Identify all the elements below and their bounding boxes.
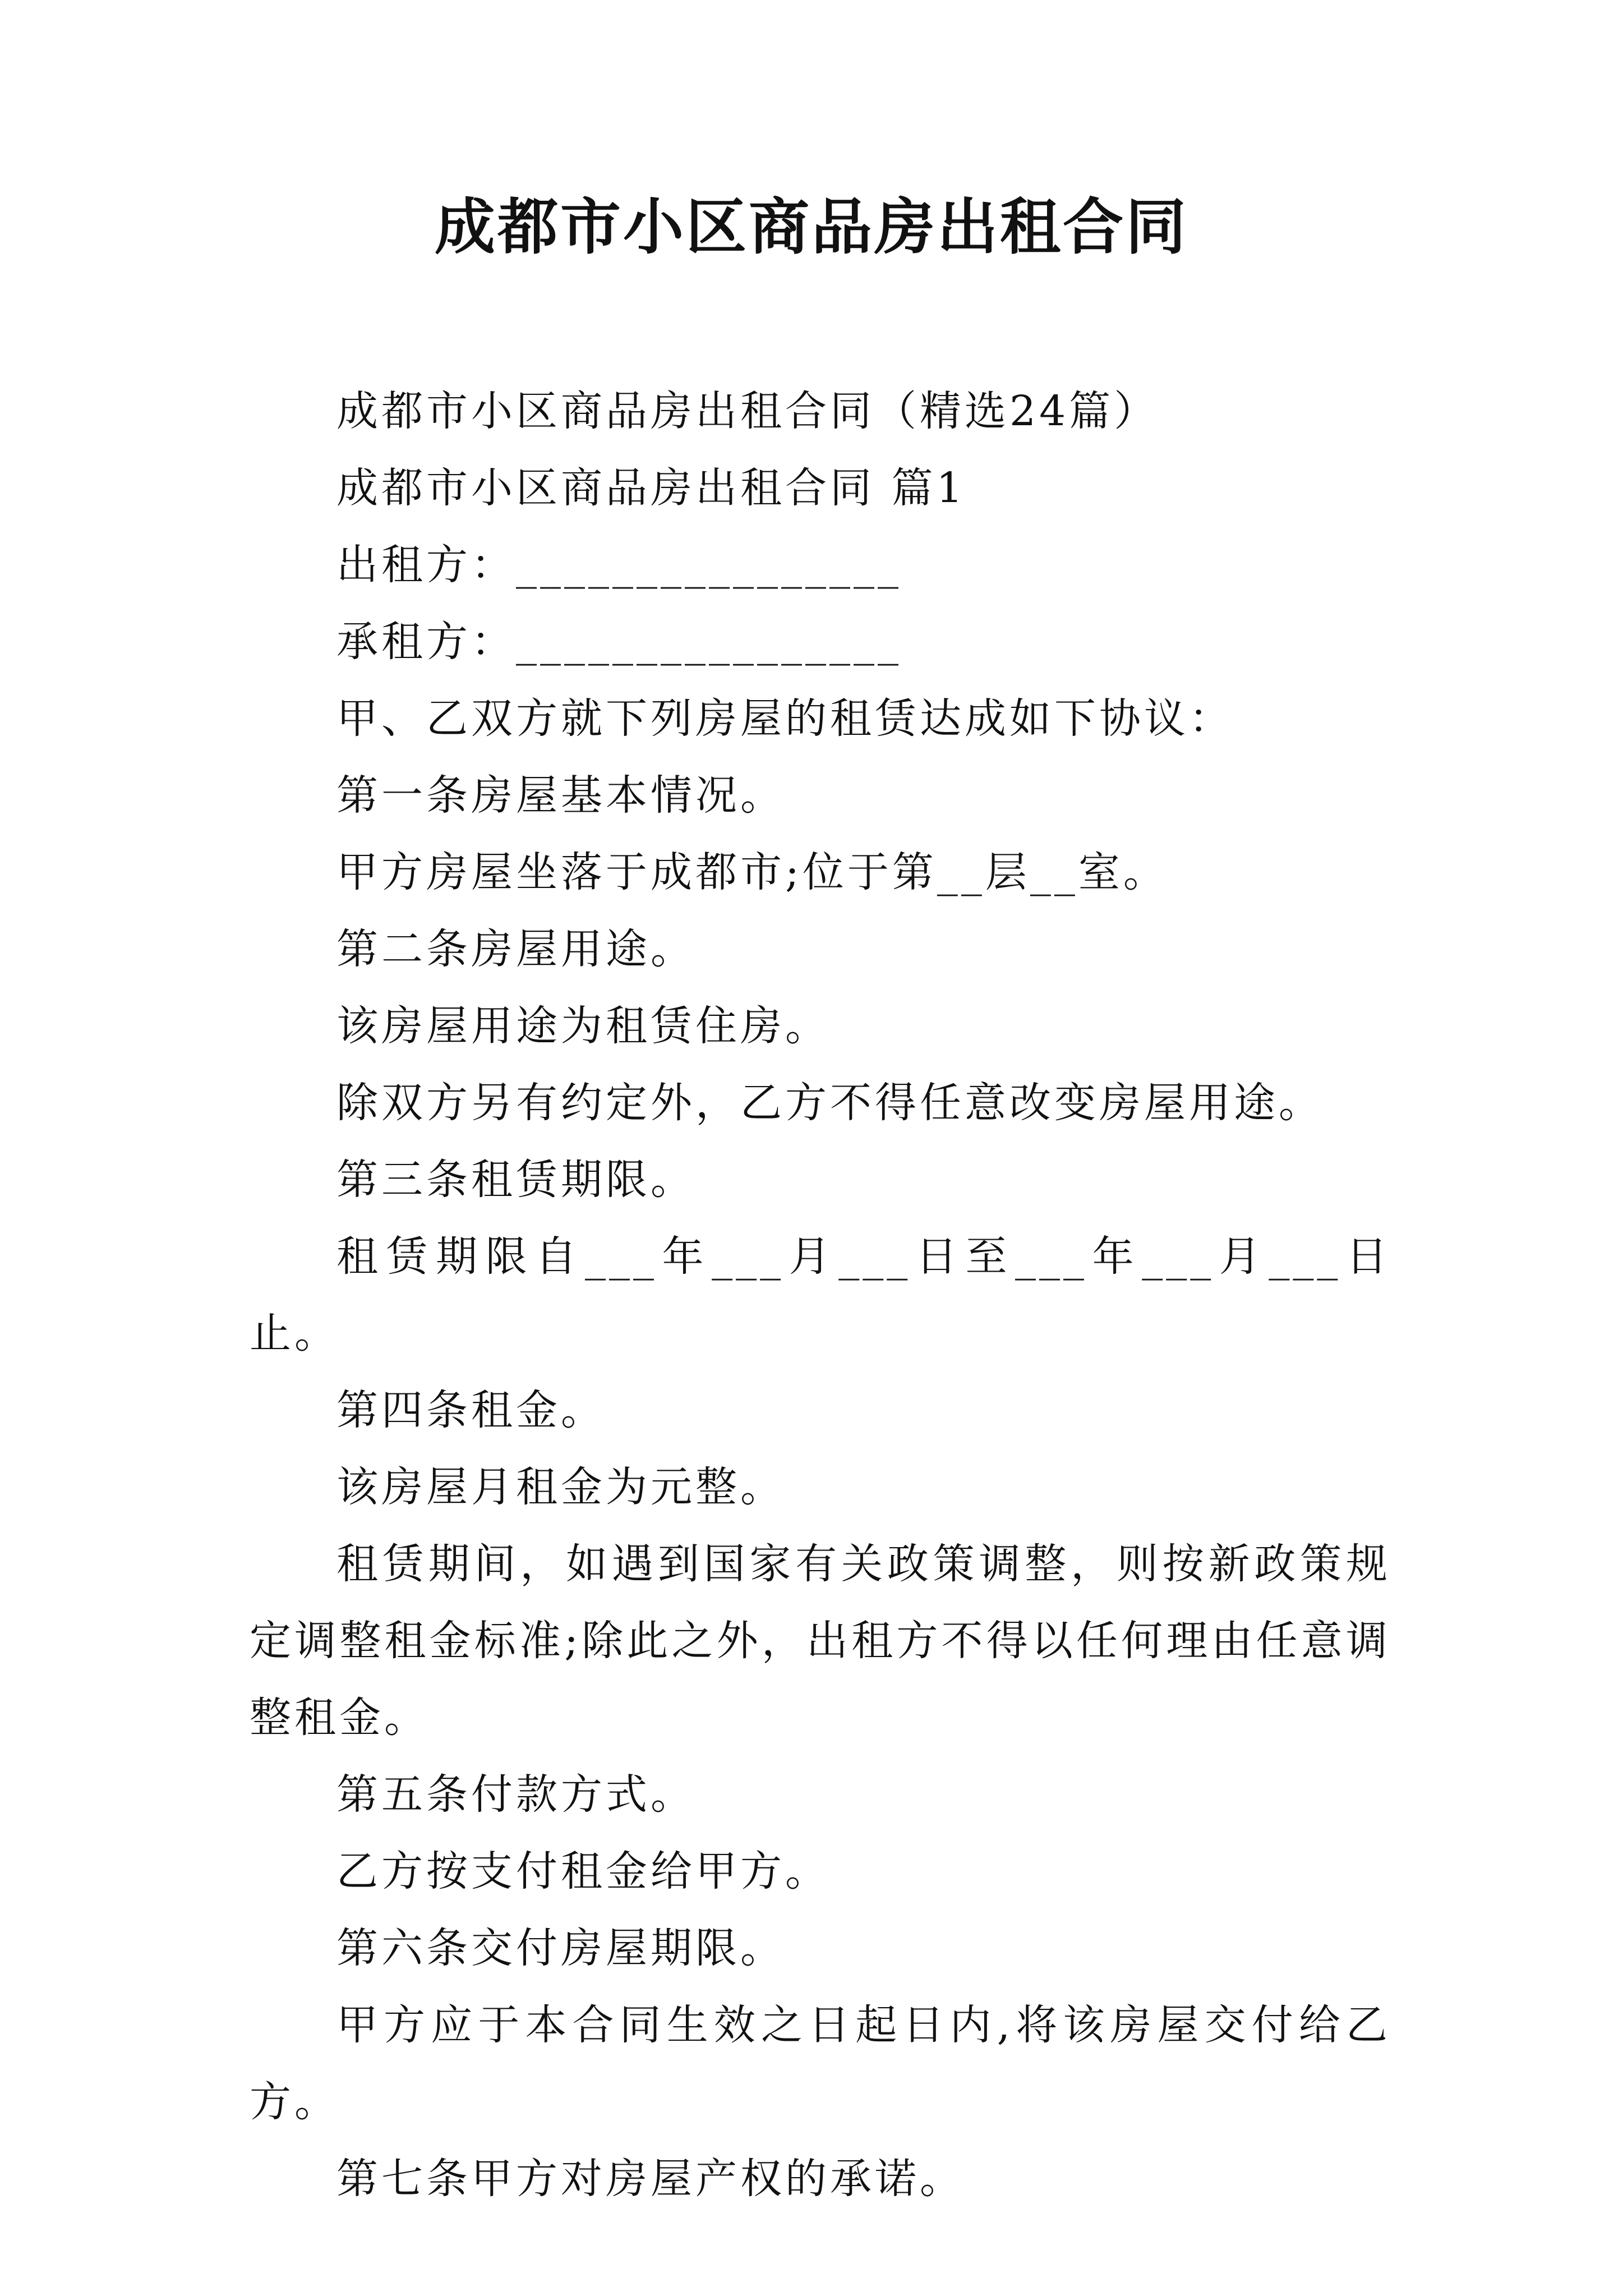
paragraph-lessee: 承租方：________________: [336, 618, 902, 666]
paragraph-article-5: 第五条付款方式。: [336, 1770, 695, 1819]
paragraph-location: 甲方房屋坐落于成都市;位于第__层__室。: [336, 848, 1168, 896]
paragraph-article-7: 第七条甲方对房屋产权的承诺。: [336, 2155, 965, 2203]
paragraph-article-3: 第三条租赁期限。: [336, 1156, 695, 1204]
paragraph-section-title: 成都市小区商品房出租合同 篇1: [336, 464, 966, 512]
paragraph-agreement: 甲、乙双方就下列房屋的租赁达成如下协议：: [336, 694, 1234, 743]
paragraph-heading: 成都市小区商品房出租合同（精选24篇）: [336, 387, 1159, 435]
paragraph-article-2: 第二条房屋用途。: [336, 925, 695, 973]
document-title: 成都市小区商品房出租合同: [434, 192, 1188, 263]
document-body: [250, 373, 1391, 2217]
paragraph-payment: 乙方按支付租金给甲方。: [336, 1847, 830, 1895]
paragraph-delivery: 甲方应于本合同生效之日起日内,将该房屋交付给乙方。: [250, 2001, 1391, 2126]
paragraph-usage-restriction: 除双方另有约定外，乙方不得任意改变房屋用途。: [336, 1079, 1324, 1127]
paragraph-lessor: 出租方：________________: [336, 541, 902, 589]
paragraph-article-4: 第四条租金。: [336, 1386, 606, 1434]
paragraph-rent-adjustment: 租赁期间，如遇到国家有关政策调整，则按新政策规定调整租金标准;除此之外，出租方不得以任何理由任意调整租金。: [250, 1540, 1391, 1742]
paragraph-term: 租赁期限自___年___月___日至___年___月___日止。: [250, 1232, 1391, 1358]
paragraph-article-6: 第六条交付房屋期限。: [336, 1924, 785, 1972]
paragraph-article-1: 第一条房屋基本情况。: [336, 771, 785, 820]
paragraph-usage: 该房屋用途为租赁住房。: [336, 1002, 830, 1050]
paragraph-rent: 该房屋月租金为元整。: [336, 1463, 785, 1511]
